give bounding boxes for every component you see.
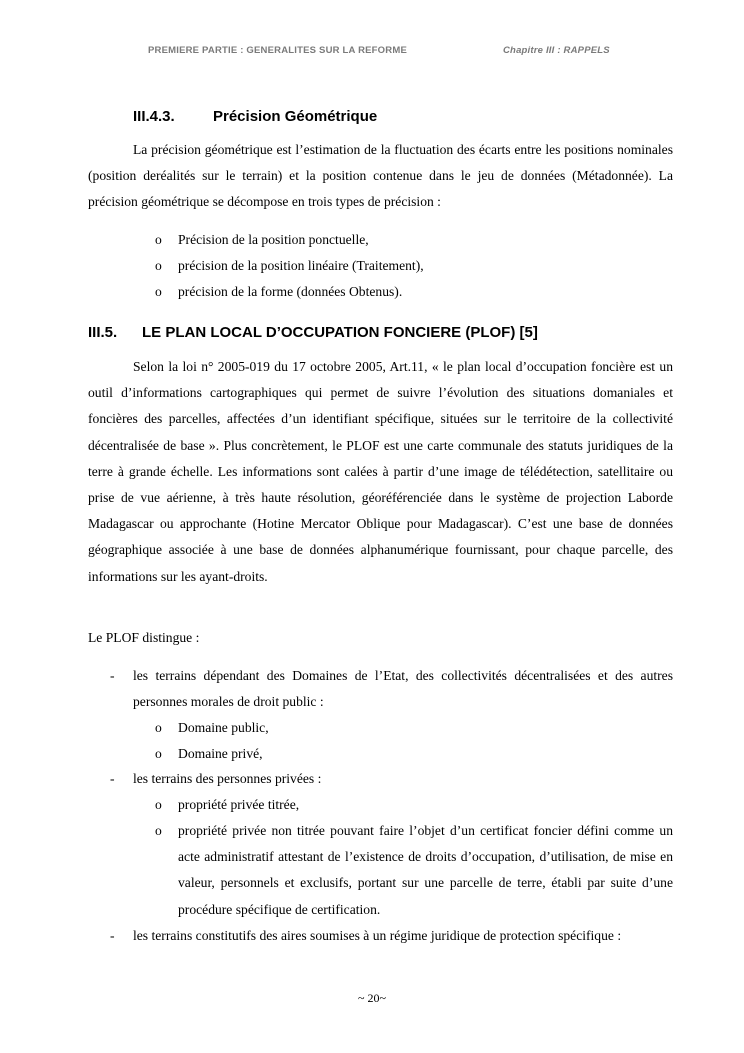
running-header-right: Chapitre III : RAPPELS: [503, 45, 610, 56]
list-item: [155, 279, 402, 305]
section-heading-3-5: [88, 324, 538, 341]
list-item: [155, 715, 269, 741]
section-number: III.4.3.: [133, 108, 175, 125]
list-item-text: propriété privée titrée,: [178, 797, 300, 812]
section-number: III.5.: [88, 324, 118, 341]
bullet-circle-icon: o: [155, 797, 162, 812]
list-item-text: Domaine privé,: [178, 746, 263, 761]
plof-paragraph: Selon la loi n° 2005-019 du 17 octobre 2005, Art.11, « le plan local d’occupation foncière est un outil d’informations cartographiques qui permet de suivre l’évolution des situations domaniales et foncières des parcelles, affectées d’un identifiant spécifique, situées sur le territoire de la collectivité décentralisée de base ». Plus concrètement, le PLOF est une carte communale des statuts juridiques de la terre à grande échelle. Les informations sont calées à partir d’une image de télédétection, satellitaire ou prise de vue aérienne, à très haute résolution, géoréférenciée dans le système de projection Laborde Madagascar ou approchante (Hotine Mercator Oblique pour Madagascar). C’est une base de données géographique associée à une base de données alphanumérique fournissant, pour chaque parcelle, des informations sur les ayant-droits.: [88, 359, 673, 584]
list-item: [155, 818, 673, 923]
bullet-circle-icon: o: [155, 720, 162, 735]
section-title: Précision Géométrique: [213, 108, 378, 125]
list-item-text: précision de la forme (données Obtenus).: [178, 284, 403, 299]
list-item: [155, 741, 263, 767]
bullet-circle-icon: o: [155, 284, 162, 299]
section-title: LE PLAN LOCAL D’OCCUPATION FONCIERE (PLOF) [5]: [142, 324, 538, 341]
list-item: [155, 227, 369, 253]
bullet-circle-icon: o: [155, 746, 162, 761]
bullet-circle-icon: o: [155, 232, 162, 247]
dash-item: [110, 923, 673, 949]
precision-paragraph: La précision géométrique est l’estimation de la fluctuation des écarts entre les positions nominales (position deréalités sur le terrain) et la position contenue dans le jeu de données (Métadonnée). La précision géométrique se décompose en trois types de précision :: [88, 142, 673, 210]
running-header-left: PREMIERE PARTIE : GENERALITES SUR LA REFORME: [148, 45, 407, 56]
dash-marker: -: [110, 668, 115, 683]
list-item-text: Domaine public,: [178, 720, 269, 735]
list-item-text: propriété privée non titrée pouvant faire l’objet d’un certificat foncier défini comme un acte administratif attestant de l’existence de droits d’occupation, d’utilisation, de mise en valeur, personnels et exclusifs, portant sur une parcelle de terre, établi par suite d’une procédure spécifique de certification.: [178, 823, 673, 917]
list-item-text: Précision de la position ponctuelle,: [178, 232, 369, 247]
dash-item: [110, 766, 673, 792]
dash-item-text: les terrains constitutifs des aires soumises à un régime juridique de protection spécifique :: [133, 928, 622, 943]
dash-item: [110, 663, 673, 715]
dash-marker: -: [110, 928, 115, 943]
bullet-circle-icon: o: [155, 258, 162, 273]
list-item: [155, 253, 424, 279]
dash-marker: -: [110, 771, 115, 786]
list-item-text: précision de la position linéaire (Traitement),: [178, 258, 424, 273]
list-item: [155, 792, 299, 818]
plof-distingue: Le PLOF distingue :: [88, 630, 200, 645]
dash-item-text: les terrains des personnes privées :: [133, 771, 322, 786]
dash-item-text: les terrains dépendant des Domaines de l’Etat, des collectivités décentralisées et des autres personnes morales de droit public :: [133, 668, 673, 710]
page-number: ~ 20~: [358, 991, 386, 1005]
section-heading-3-4-3: [133, 108, 377, 125]
bullet-circle-icon: o: [155, 823, 162, 838]
